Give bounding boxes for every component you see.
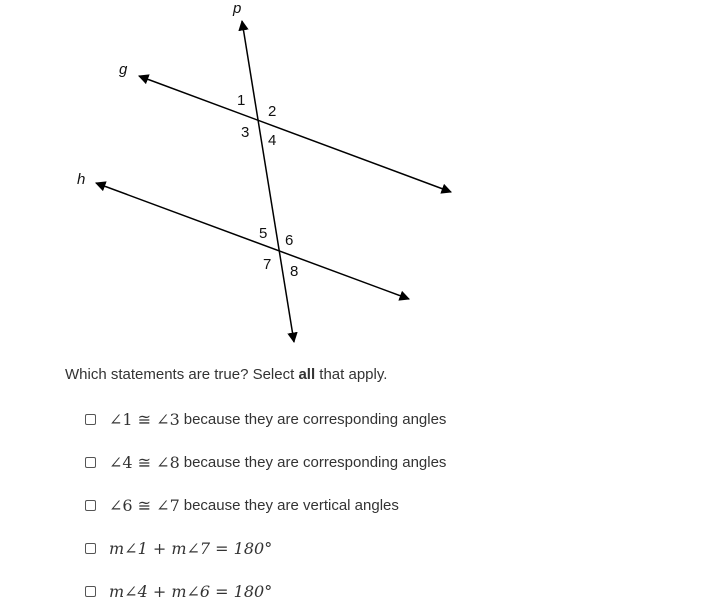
answer-option-4[interactable] (85, 537, 276, 559)
question-prefix: Which statements are true? Select (65, 366, 299, 383)
option-math: ∠1 ≅ ∠3 (109, 409, 180, 429)
answer-option-1[interactable] (85, 408, 446, 430)
label-g: g (119, 61, 128, 78)
angle-label-4: 4 (268, 132, 277, 149)
checkbox[interactable] (85, 500, 96, 511)
checkbox[interactable] (85, 543, 96, 554)
answer-option-3[interactable] (85, 494, 399, 516)
answer-option-5[interactable] (85, 580, 276, 602)
answer-option-2[interactable] (85, 451, 446, 473)
angle-label-8: 8 (290, 263, 299, 280)
angle-label-5: 5 (259, 225, 268, 242)
question-emphasis: all (298, 366, 316, 383)
angle-label-6: 6 (285, 232, 294, 249)
line-h (96, 183, 409, 299)
line-g (139, 76, 451, 192)
option-math: ∠6 ≅ ∠7 (109, 495, 180, 515)
option-reason: because they are corresponding angles (183, 453, 447, 471)
angle-label-1: 1 (237, 92, 246, 109)
angle-label-7: 7 (263, 256, 272, 273)
angle-label-2: 2 (268, 103, 277, 120)
option-math: m∠4 + m∠6 = 180° (109, 581, 273, 601)
checkbox[interactable] (85, 414, 96, 425)
option-reason: because they are corresponding angles (183, 410, 447, 428)
label-h: h (77, 171, 86, 188)
checkbox[interactable] (85, 457, 96, 468)
label-p: p (233, 0, 242, 17)
question-suffix: that apply. (315, 366, 388, 383)
option-math: ∠4 ≅ ∠8 (109, 452, 180, 472)
angle-label-3: 3 (241, 124, 250, 141)
checkbox[interactable] (85, 586, 96, 597)
question-prompt (65, 366, 387, 383)
line-p (242, 21, 294, 342)
option-math: m∠1 + m∠7 = 180° (109, 538, 273, 558)
option-reason: because they are vertical angles (183, 496, 399, 514)
